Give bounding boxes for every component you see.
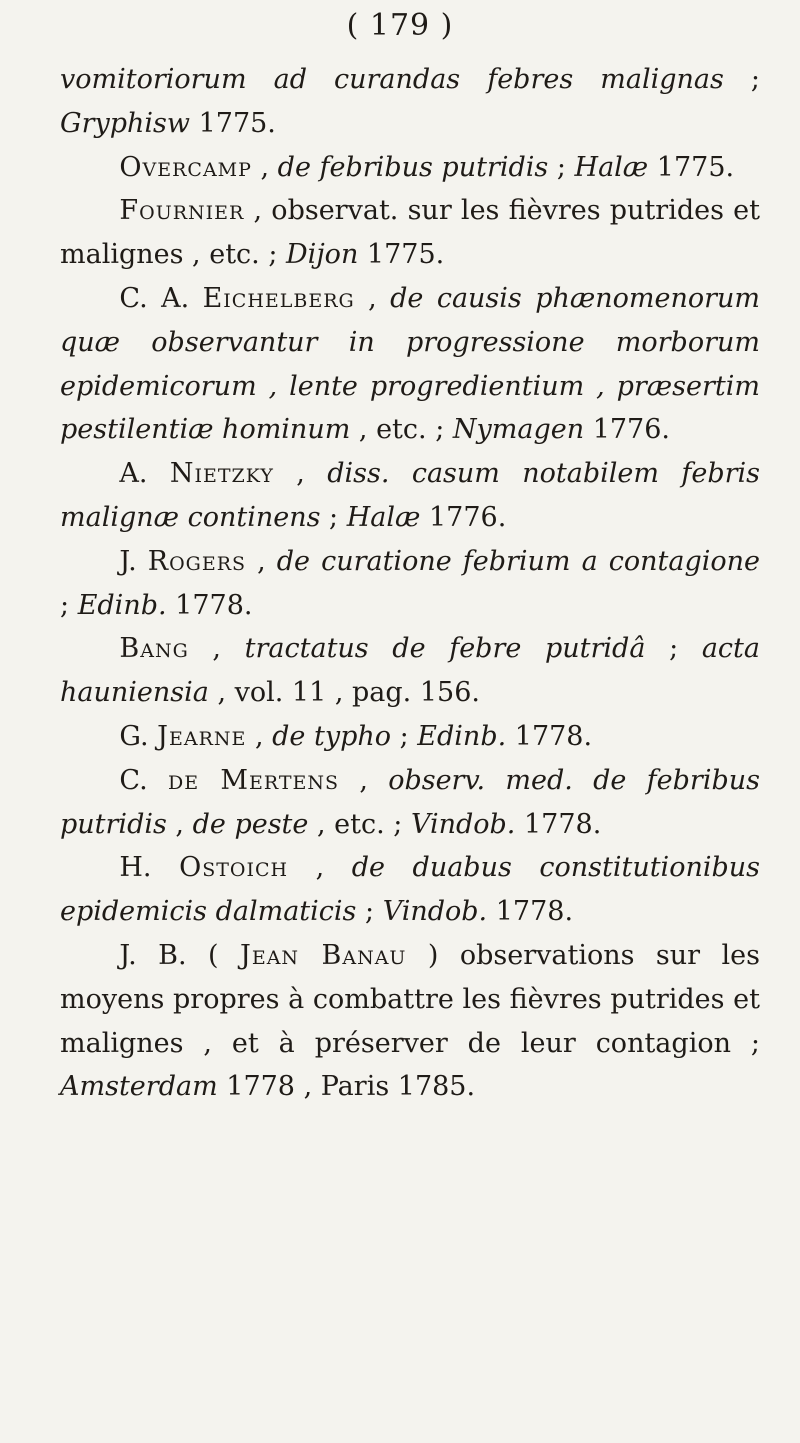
- title-text: de curatione febrium a contagione: [276, 545, 760, 577]
- title-text: acta hauniensia: [60, 633, 760, 709]
- title-text: Halæ: [574, 151, 649, 183]
- bibliography-entry: [60, 189, 760, 277]
- plain-text: 1775.: [648, 151, 735, 183]
- title-text: de peste: [192, 808, 309, 840]
- plain-text: ;: [391, 720, 418, 752]
- plain-text: 1775.: [190, 107, 276, 139]
- author-name: Nietzky: [169, 458, 274, 490]
- title-text: diss. casum notabilem febris malignæ continens: [60, 458, 761, 533]
- title-text: Vindob.: [410, 808, 516, 840]
- plain-text: ,: [246, 720, 273, 752]
- title-text: tractatus de febre putridâ: [244, 633, 646, 665]
- author-initials: G.: [119, 720, 158, 752]
- title-text: observ. med. de febribus putridis: [60, 764, 760, 840]
- bibliography-list: [60, 58, 760, 1109]
- bibliography-entry: [60, 846, 760, 934]
- plain-text: 1776.: [584, 414, 670, 446]
- plain-text: 1778 , Paris 1785.: [217, 1071, 476, 1103]
- plain-text: 1778.: [166, 589, 253, 621]
- bibliography-entry: [60, 715, 760, 759]
- title-text: Vindob.: [382, 896, 488, 928]
- plain-text: ;: [548, 151, 575, 183]
- plain-text: ,: [251, 151, 278, 183]
- author-name: Bang: [119, 633, 189, 665]
- plain-text: ,: [354, 282, 391, 314]
- bibliography-entry: [60, 452, 760, 540]
- author-initials: H.: [119, 852, 180, 884]
- title-text: de febribus putridis: [277, 151, 549, 183]
- plain-text: , vol. 11 , pag. 156.: [208, 677, 480, 709]
- title-text: Edinb.: [77, 589, 167, 621]
- plain-text: ,: [188, 633, 245, 665]
- author-name: Ostoich: [179, 852, 289, 884]
- plain-text: ;: [645, 633, 702, 665]
- title-text: de causis phænomenorum quæ observantur in progressione morborum epidemicorum , lente progredientium , præsertim pestilentiæ hominum: [60, 282, 761, 446]
- bibliography-entry: [60, 627, 760, 715]
- plain-text: ;: [723, 64, 760, 95]
- author-name: de Mertens: [167, 764, 340, 796]
- continued-entry: [60, 58, 760, 146]
- plain-text: 1776.: [420, 501, 507, 533]
- plain-text: ,: [339, 764, 389, 796]
- bibliography-entry: [60, 934, 760, 1109]
- author-name: Eichelberg: [202, 282, 355, 314]
- title-text: de typho: [272, 720, 392, 752]
- author-initials: C. A.: [119, 282, 203, 314]
- author-initials: A.: [119, 458, 170, 490]
- bibliography-entry: [60, 146, 760, 190]
- plain-text: ;: [60, 589, 78, 621]
- author-name: Fournier: [119, 195, 245, 227]
- title-text: Amsterdam: [60, 1071, 218, 1103]
- plain-text: 1778.: [515, 808, 602, 840]
- title-text: de duabus constitutionibus epidemicis dalmaticis: [60, 852, 761, 928]
- author-name: Jean Banau: [240, 939, 407, 971]
- plain-text: ,: [288, 852, 352, 884]
- author-name: Jearne: [157, 720, 247, 752]
- author-initials: J.: [119, 545, 148, 577]
- plain-text: , etc. ;: [350, 414, 453, 446]
- title-text: Edinb.: [417, 720, 507, 752]
- title-text: Nymagen: [452, 414, 585, 446]
- title-text: Dijon: [286, 239, 359, 271]
- bibliography-entry: [60, 277, 760, 452]
- plain-text: , observat. sur les fièvres putrides et malignes , etc. ;: [60, 195, 760, 271]
- plain-text: 1778.: [487, 896, 574, 928]
- plain-text: 1778.: [506, 720, 593, 752]
- title-text: vomitoriorum ad curandas febres malignas: [60, 64, 724, 95]
- title-text: Gryphisw: [60, 107, 191, 139]
- plain-text: ) observations sur les moyens propres à combattre les fièvres putrides et malignes , et à préserver de leur contagion ;: [60, 939, 761, 1059]
- bibliography-entry: [60, 540, 760, 628]
- plain-text: 1775.: [358, 239, 445, 271]
- author-initials: C.: [119, 764, 168, 796]
- plain-text: , etc. ;: [308, 808, 411, 840]
- plain-text: ,: [246, 545, 277, 577]
- author-name: Overcamp: [119, 151, 252, 183]
- page-number-header: ( 179 ): [346, 8, 454, 43]
- author-name: Rogers: [147, 545, 247, 577]
- plain-text: ;: [356, 896, 383, 928]
- plain-text: ;: [320, 501, 347, 533]
- plain-text: ,: [166, 808, 193, 840]
- bibliography-entry: [60, 759, 760, 847]
- plain-text: ,: [273, 458, 328, 490]
- author-initials: J. B. (: [119, 939, 241, 971]
- title-text: Halæ: [346, 501, 421, 533]
